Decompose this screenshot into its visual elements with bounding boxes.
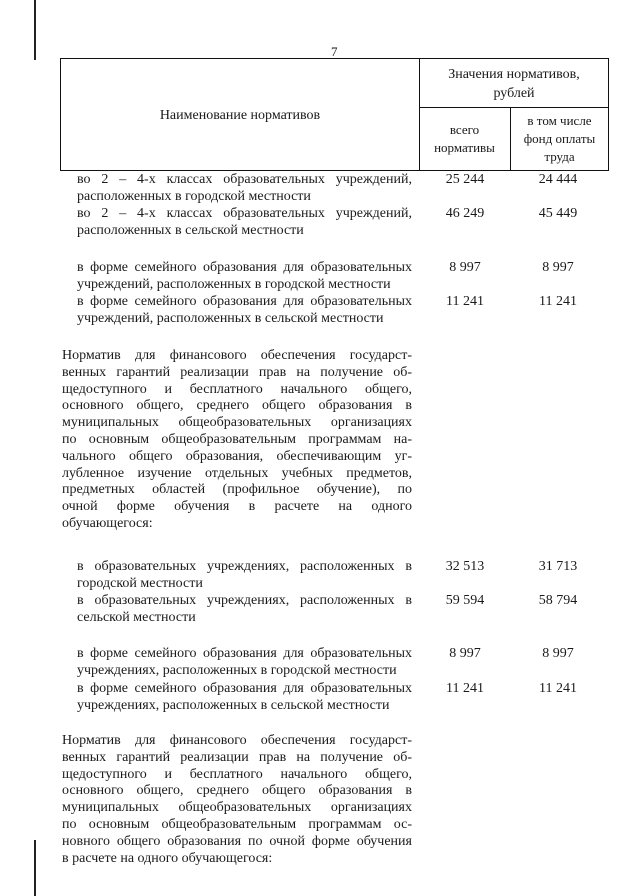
row-label: во 2 – 4-х классах образовательных учреждений, расположенных в городской местности xyxy=(77,172,412,204)
total-column-header: всего нормативы xyxy=(434,122,495,155)
table-header xyxy=(60,58,609,171)
normative-paragraph-basic: Норматив для финансового обеспечения государст- венных гарантий реализации прав на получение об- щедоступного и бесплатного начального общего, основного общего, среднего общего образования в муниципальных общеобразовательных организациях по основным общеобразовательным программам ос- новного общего образования по очной форме обучения в расчете на одного обучающегося: xyxy=(62,733,412,866)
total-value: 11 241 xyxy=(446,681,484,696)
payroll-value: 58 794 xyxy=(538,593,578,608)
payroll-value: 31 713 xyxy=(538,559,578,574)
payroll-value: 24 444 xyxy=(538,172,578,187)
row-label: во 2 – 4-х классах образовательных учреждений, расположенных в сельской местности xyxy=(77,206,412,238)
page-number: 7 xyxy=(331,44,338,59)
row-label: в форме семейного образования для образовательных учреждений, расположенных в городской местности xyxy=(77,260,412,292)
name-column-header: Наименование нормативов xyxy=(159,108,321,123)
total-value: 25 244 xyxy=(445,172,485,187)
payroll-value: 8 997 xyxy=(542,260,574,275)
normative-paragraph-primary: Норматив для финансового обеспечения государст- венных гарантий реализации прав на получение об- щедоступного и бесплатного начального общего, основного общего, среднего общего образования в муниципальных общеобразовательных организациях по основным общеобразовательным программам на- чального общего образования, обеспечивающим уг- лубленное изучение отдельных учебных предметов, предметных областей (профильное обучение), по очной форме обучения в расчете на одного обучающегося: xyxy=(62,348,412,531)
payroll-value: 11 241 xyxy=(539,681,577,696)
values-group-header: Значения нормативов, рублей xyxy=(448,67,580,101)
total-value: 46 249 xyxy=(445,206,485,221)
payroll-value: 45 449 xyxy=(538,206,578,221)
total-value: 59 594 xyxy=(445,593,485,608)
total-value: 8 997 xyxy=(449,646,481,661)
row-label: в форме семейного образования для образовательных учреждениях, расположенных в городской местности xyxy=(77,646,412,678)
payroll-value: 8 997 xyxy=(542,646,574,661)
row-label: в форме семейного образования для образовательных учреждений, расположенных в сельской местности xyxy=(77,294,412,326)
payroll-value: 11 241 xyxy=(539,294,577,309)
scan-edge-line xyxy=(34,0,36,60)
row-label: в форме семейного образования для образовательных учреждениях, расположенных в сельской местности xyxy=(77,681,412,713)
total-value: 8 997 xyxy=(449,260,481,275)
total-value: 32 513 xyxy=(445,559,485,574)
scan-edge-line xyxy=(34,840,36,896)
total-value: 11 241 xyxy=(446,294,484,309)
row-label: в образовательных учреждениях, расположенных в сельской местности xyxy=(77,593,412,625)
row-label: в образовательных учреждениях, расположенных в городской местности xyxy=(77,559,412,591)
payroll-column-header: в том числе фонд оплаты труда xyxy=(523,113,596,164)
